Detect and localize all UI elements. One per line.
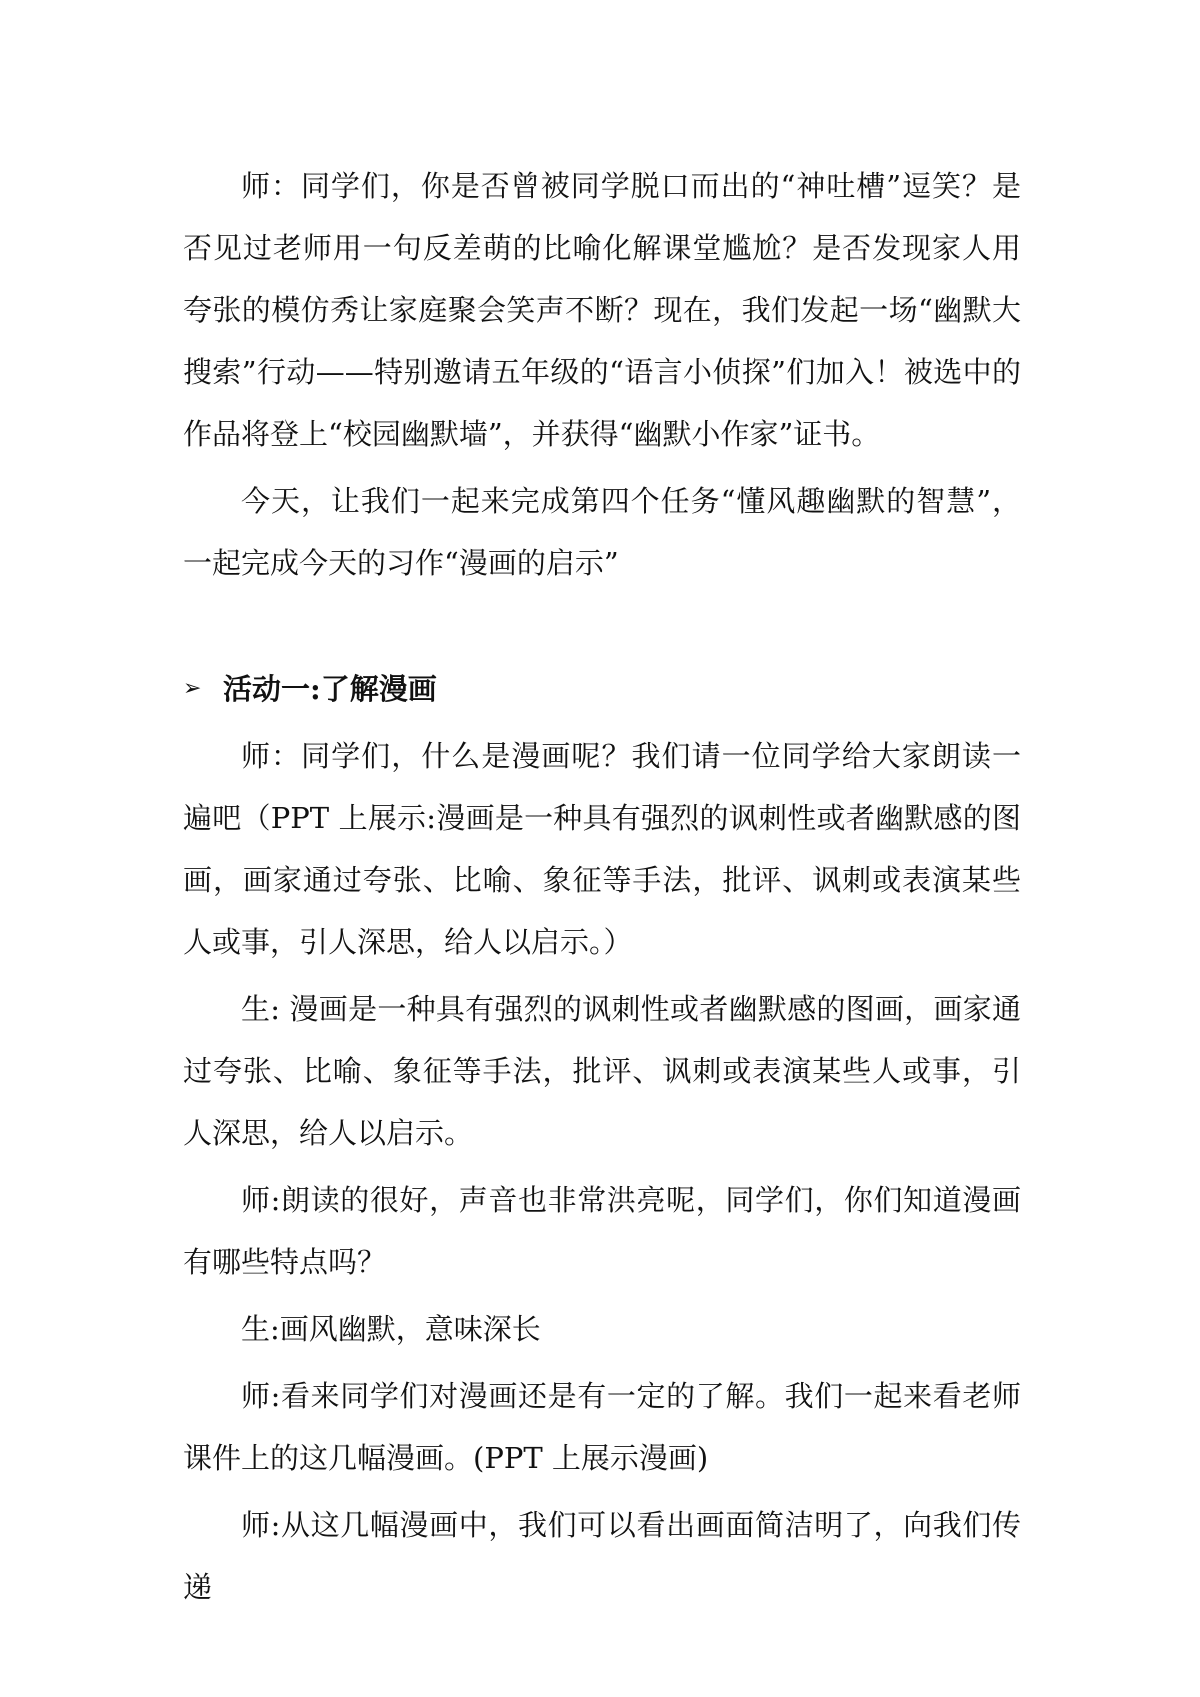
arrow-bullet-icon: ➢ (183, 676, 202, 701)
activity-paragraph-4: 生:画风幽默，意味深长 (241, 1312, 541, 1346)
intro-paragraph-1: 师：同学们，你是否曾被同学脱口而出的“神吐槽”逗笑？是否见过老师用一句反差萌的比喻化解课堂尴尬？是否发现家人用夸张的模仿秀让家庭聚会笑声不断？现在，我们发起一场“幽默大搜索”行动——特别邀请五年级的“语言小侦探”们加入！被选中的作品将登上“校园幽默墙”，并获得“幽默小作家”证书。 (183, 169, 1021, 451)
activity-paragraph-1: 师：同学们，什么是漫画呢？我们请一位同学给大家朗读一遍吧（PPT 上展示:漫画是一种具有强烈的讽刺性或者幽默感的图画，画家通过夸张、比喻、象征等手法，批评、讽刺或表演某些人或事，引人深思，给人以启示。） (183, 739, 1021, 959)
document-body (183, 155, 1021, 1623)
activity-paragraph-5: 师:看来同学们对漫画还是有一定的了解。我们一起来看老师课件上的这几幅漫画。(PPT 上展示漫画) (183, 1379, 1021, 1475)
section-heading-text: 活动一:了解漫画 (223, 672, 437, 706)
activity-paragraph-3: 师:朗读的很好，声音也非常洪亮呢，同学们，你们知道漫画有哪些特点吗？ (183, 1183, 1021, 1279)
intro-paragraph-2: 今天，让我们一起来完成第四个任务“懂风趣幽默的智慧”，一起完成今天的习作“漫画的启示” (183, 484, 1021, 580)
activity-paragraph-2: 生: 漫画是一种具有强烈的讽刺性或者幽默感的图画，画家通过夸张、比喻、象征等手法，批评、讽刺或表演某些人或事，引人深思，给人以启示。 (183, 992, 1021, 1150)
section-spacer (183, 594, 1021, 658)
activity-paragraph-6: 师:从这几幅漫画中，我们可以看出画面简洁明了，向我们传递 (183, 1508, 1021, 1604)
section-heading (183, 658, 1021, 720)
